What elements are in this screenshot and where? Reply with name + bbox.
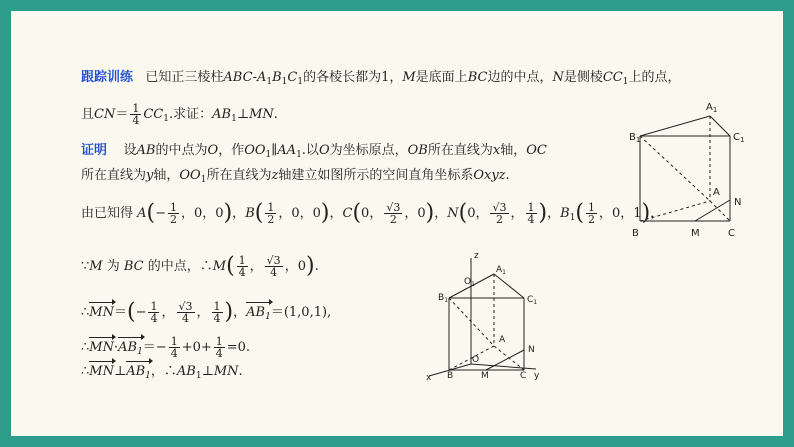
edge-B1A1 <box>640 116 710 136</box>
svg-text:O: O <box>472 355 480 365</box>
y-axis <box>471 364 536 369</box>
svg-text:B: B <box>632 228 639 239</box>
coordinate-figure <box>416 246 546 381</box>
training-label: 跟踪训练 <box>81 70 134 85</box>
svg-text:A: A <box>713 187 720 198</box>
edge-A1C1 <box>494 274 524 298</box>
proof-label: 证明 <box>81 143 108 158</box>
svg-text:y: y <box>534 371 540 381</box>
problem-line-2: 且CN＝ $\frac{1}{4}$ $CC_1$.求证：$AB_1\perp MN$. <box>81 102 278 127</box>
edge-A1C1 <box>710 116 730 136</box>
proof-line-2: 所在直线为y轴，$OO_1$所在直线为z轴建立如图所示的空间直角坐标系Oxyz. <box>81 168 510 185</box>
svg-text:N: N <box>734 197 742 208</box>
svg-text:x: x <box>426 373 432 381</box>
edge-AC <box>710 201 730 221</box>
proof-line-7: $\therefore MN\perp AB_1$，$\therefore AB_1\perp MN$. <box>81 364 243 381</box>
svg-text:z: z <box>474 251 479 261</box>
slide <box>11 11 783 436</box>
svg-text:C1: $C_1$ <box>527 295 538 306</box>
svg-text:A1: $A_1$ <box>496 265 506 276</box>
problem-line-1: 跟踪训练 已知正三棱柱ABC-$A_1B_1C_1$的各棱长都为1，M是底面上BC边的中点，N是侧棱$CC_1$上的点， <box>81 70 681 87</box>
proof-line-6: $\therefore MN\cdot AB_1=-$ $\frac{1}{4}$ +0+ $\frac{1}{4}$ =0. <box>81 335 251 360</box>
svg-text:A: A <box>499 335 506 345</box>
svg-text:A1: $A_1$ <box>706 102 718 114</box>
svg-text:O1: $O_1$ <box>464 277 475 288</box>
proof-line-3: 由已知得 A(− $\frac{1}{2}$ ，0，0)，B( $\frac{1}{2}$ ，0，0)，C(0， $\frac{√3}{2}$ ，0)，N(0， $\frac{√3}{2}$ ， $\frac{1}{4}$ )，$B_1$( $\frac{1}{2}$ ，0，1)， <box>81 200 664 226</box>
segment-MN <box>695 200 730 221</box>
svg-text:N: N <box>528 345 535 355</box>
svg-text:C: C <box>520 371 527 381</box>
prism-figure <box>629 95 749 245</box>
svg-text:B1: $B_1$ <box>629 132 641 144</box>
svg-text:B: B <box>447 371 454 381</box>
svg-text:C: C <box>728 228 735 239</box>
proof-line-1: 证明 设AB的中点为O，作$OO_1\parallel AA_1$.以O为坐标原点，OB所在直线为x轴，OC <box>81 143 547 160</box>
svg-text:B1: $B_1$ <box>438 293 449 304</box>
proof-line-5: ∴MN＝(− $\frac{1}{4}$ ， $\frac{√3}{4}$ ， $\frac{1}{4}$ )，$AB_1=(1,0,1)$, <box>81 299 332 325</box>
svg-text:M: M <box>481 371 489 381</box>
segment-AB1 <box>640 136 710 201</box>
svg-text:M: M <box>691 228 700 239</box>
proof-line-4: ∵M 为 BC 的中点，∴M( $\frac{1}{4}$ ， $\frac{√3}{4}$ ，0). <box>81 253 319 279</box>
svg-text:C1: $C_1$ <box>733 132 745 144</box>
